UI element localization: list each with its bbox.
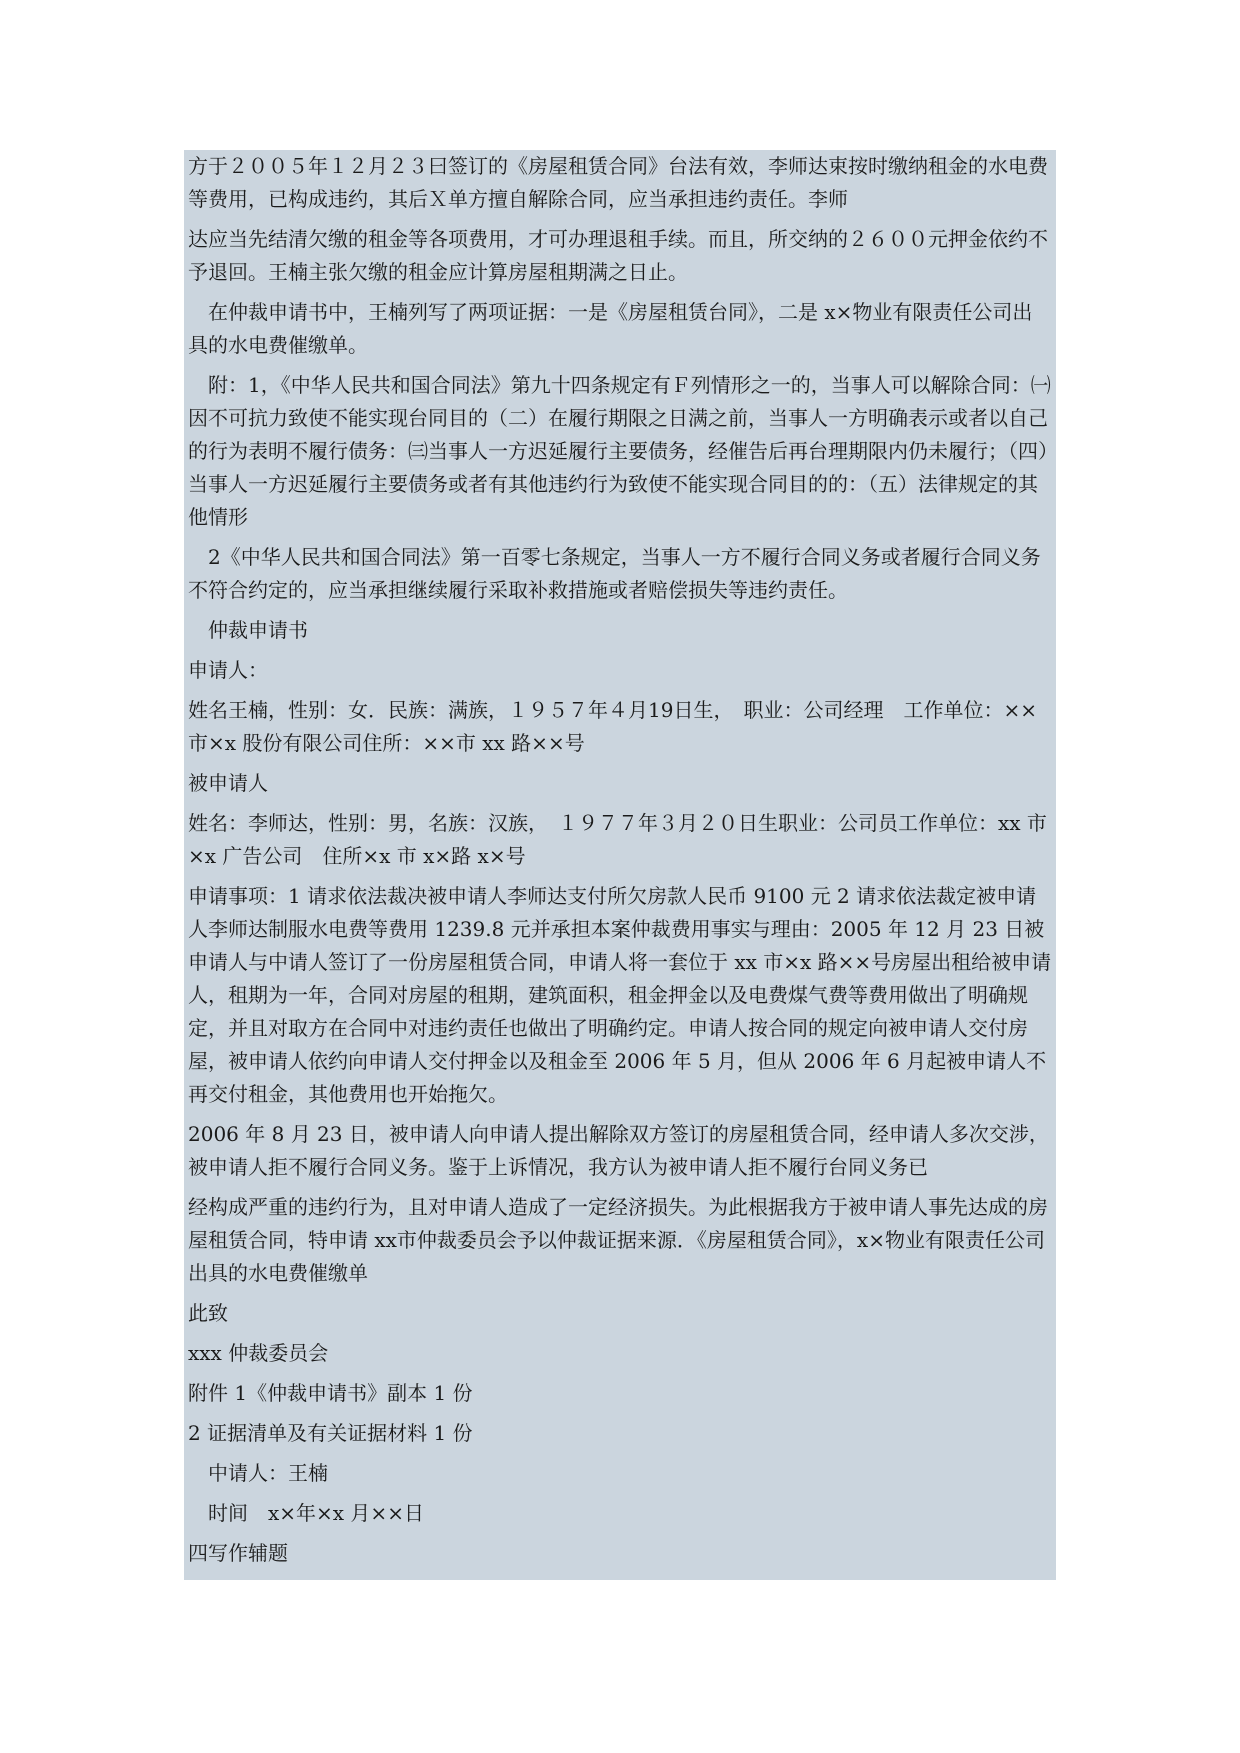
date-line: 时间 x×年×x 月××日: [188, 1501, 424, 1525]
document-body: [184, 150, 1056, 1580]
section-title: 仲裁申请书: [188, 618, 308, 642]
paragraph: 附：1，《中华人民共和国合同法》第九十四条规定有Ｆ列情形之一的，当事人可以解除合同：㈠因不可抗力致使不能实现台同目的（二）在履行期限之日满之前，当事人一方明确表示或者以自己的行为表明不履行债务：㈢当事人一方迟延履行主要债务，经催告后再台理期限内仍未履行；（四）当事人一方迟延履行主要债务或者有其他违约行为致使不能实现合同目的的：（五）法律规定的其他情形: [188, 373, 1051, 529]
applicant-heading: 申请人：: [188, 658, 268, 682]
paragraph: 方于２００５年１２月２３曰签订的《房屋租赁合同》台法有效，李师达束按时缴纳租金的水电费等费用，已构成违约，其后Ｘ单方擅自解除合同，应当承担违约责任。李师: [188, 154, 1048, 211]
paragraph: 经构成严重的违约行为，且对申请人造成了一定经济损失。为此根据我方于被申请人事先达成的房屋租赁合同，特申请 xx市仲裁委员会予以仲裁证据来源．《房屋租赁合同》，x×物业有限责任公司出具的水电费催缴单: [188, 1195, 1048, 1285]
attachment-1: 附件 1《仲裁申请书》副本 1 份: [188, 1381, 473, 1405]
salutation: 此致: [188, 1301, 228, 1325]
claims-and-facts: 申请事项：1 请求依法裁决被申请人李师达支付所欠房款人民币 9100 元 2 请求依法裁定被申请人李师达制服水电费等费用 1239.8 元并承担本案仲裁费用事实与理由：2005 年 12 月 23 日被申请人与中请人签订了一份房屋租赁合同，申请人将一套位于 xx 市×x 路××号房屋出租给被申请人，租期为一年，合同对房屋的租期，建筑面积，租金押金以及电费煤气费等费用做出了明确规定，并且对取方在合同中对违约责任也做出了明确约定。申请人按合同的规定向被申请人交付房屋，被申请人依约向申请人交付押金以及租金至 2006 年 5 月，但从 2006 年 6 月起被申请人不再交付租金，其他费用也开始拖欠。: [188, 884, 1052, 1106]
respondent-info: 姓名：李师达，性别：男，名族：汉族， １９７７年３月２０日生职业：公司员工作单位：xx 市×x 广告公司 住所×x 市 x×路 x×号: [188, 811, 1047, 868]
paragraph: 在仲裁申请书中，王楠列写了两项证据：一是《房屋租赁台同》，二是 x×物业有限责任公司出具的水电费催缴单。: [188, 300, 1033, 357]
applicant-info: 姓名王楠，性别：女．民族：满族，１９５７年４月19日生， 职业：公司经理 工作单位：××市×x 股份有限公司住所：××市 xx 路××号: [188, 698, 1037, 755]
signature: 中请人：王楠: [188, 1461, 328, 1485]
footer-heading: 四写作辅题: [188, 1541, 288, 1565]
attachment-2: 2 证据清单及有关证据材料 1 份: [188, 1421, 473, 1445]
recipient: xxx 仲裁委员会: [188, 1341, 329, 1365]
paragraph: 2006 年 8 月 23 日，被申请人向申请人提出解除双方签订的房屋租赁合同，经申请人多次交涉，被申请人拒不履行合同义务。鉴于上诉情况，我方认为被申请人拒不履行台同义务已: [188, 1122, 1049, 1179]
respondent-heading: 被申请人: [188, 771, 268, 795]
paragraph: 达应当先结清欠缴的租金等各项费用，才可办理退租手续。而且，所交纳的２６００元押金依约不予退回。王楠主张欠缴的租金应计算房屋租期满之日止。: [188, 227, 1048, 284]
paragraph: 2《中华人民共和国合同法》第一百零七条规定，当事人一方不履行合同义务或者履行合同义务不符合约定的，应当承担继续履行采取补救措施或者赔偿损失等违约责任。: [188, 545, 1041, 602]
